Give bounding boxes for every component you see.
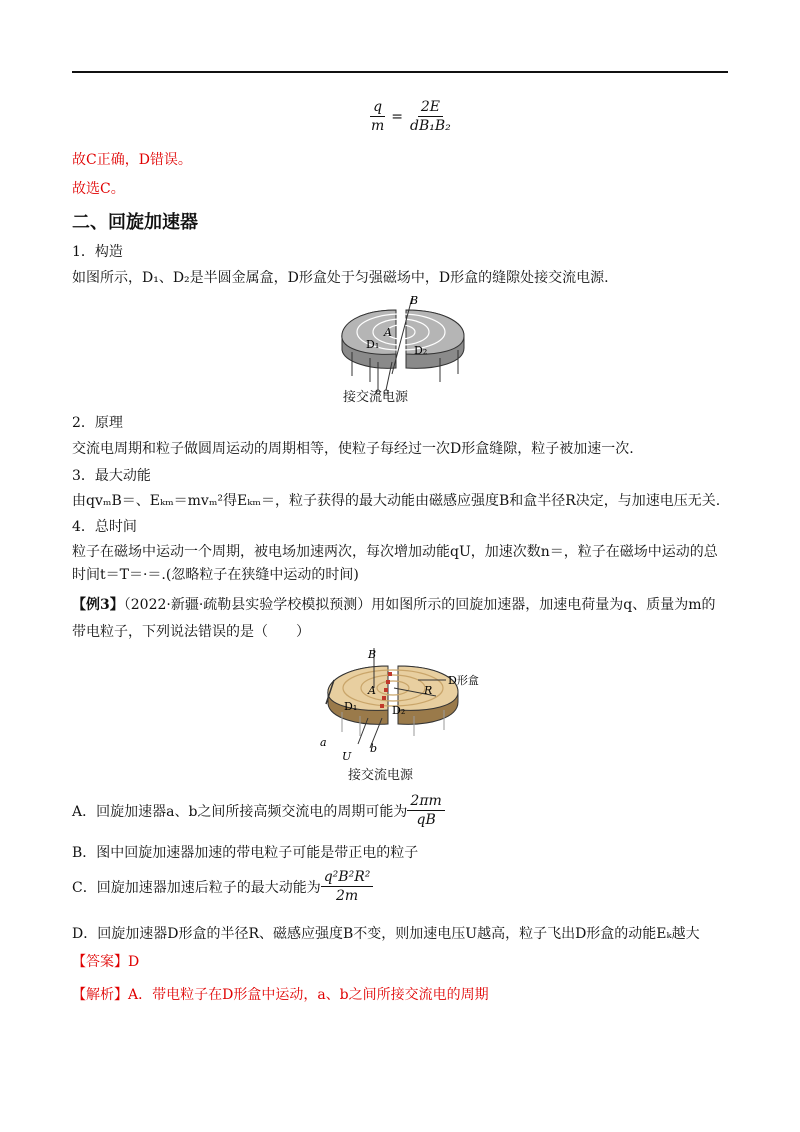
option-a-fraction xyxy=(407,792,444,829)
example-tag: 【例3】 xyxy=(72,597,124,613)
label-r: R xyxy=(424,684,433,697)
option-c-fraction xyxy=(321,868,374,905)
option-b: B．图中回旋加速器加速的带电粒子可能是带正电的粒子 xyxy=(72,845,419,861)
label-terminal-b: b xyxy=(370,742,378,755)
example-source: （2022·新疆·疏勒县实验学校模拟预测）用如图所示的回旋加速器，加速电荷量为q、质量为m的 xyxy=(123,597,716,613)
conclusion-line-2: 故选C。 xyxy=(72,181,125,197)
option-a-text: A．回旋加速器a、b之间所接高频交流电的周期可能为 xyxy=(72,803,408,820)
option-a xyxy=(72,792,445,829)
figure-1-caption: 接交流电源 xyxy=(343,390,409,405)
top-equation xyxy=(368,98,454,135)
label-a: A xyxy=(384,326,392,339)
option-c-denominator: 2m xyxy=(335,888,359,904)
label-a: A xyxy=(368,684,376,697)
section-heading: 二、回旋加速器 xyxy=(72,212,198,233)
subsection-2-title: 2．原理 xyxy=(72,415,123,431)
equation-lhs-numerator: q xyxy=(370,98,385,117)
option-c-numerator: q²B²R² xyxy=(321,868,374,887)
subsection-1-text: 如图所示，D₁、D₂是半圆金属盒，D形盒处于匀强磁场中，D形盒的缝隙处接交流电源. xyxy=(72,270,609,286)
label-b: B xyxy=(368,648,377,661)
equation-equals: = xyxy=(391,108,404,125)
option-d: D．回旋加速器D形盒的半径R、磁感应强度B不变，则加速电压U越高，粒子飞出D形盒的动能Eₖ越大 xyxy=(72,926,700,942)
d-box-right xyxy=(406,310,464,368)
subsection-4-text-2: 时间t＝T＝·＝.(忽略粒子在狭缝中运动的时间) xyxy=(72,567,359,583)
label-d-box: D形盒 xyxy=(448,674,479,687)
label-b: B xyxy=(410,294,419,307)
subsection-3-text: 由qvₘB＝、Eₖₘ＝mvₘ²得Eₖₘ＝，粒子获得的最大动能由磁感应强度B和盒半径R决定，与加速电压无关. xyxy=(72,493,721,509)
header-rule xyxy=(72,71,728,73)
subsection-2-text: 交流电周期和粒子做圆周运动的周期相等，使粒子每经过一次D形盒缝隙，粒子被加速一次. xyxy=(72,441,634,457)
equation-rhs-numerator: 2E xyxy=(418,98,443,117)
option-c-text: C．回旋加速器加速后粒子的最大动能为 xyxy=(72,879,321,896)
cyclotron-figure-2 xyxy=(318,648,488,766)
subsection-4-title: 4．总时间 xyxy=(72,519,137,535)
analysis: 【解析】A．带电粒子在D形盒中运动，a、b之间所接交流电的周期 xyxy=(72,987,489,1003)
label-d2: D₂ xyxy=(414,344,428,357)
equation-rhs-denominator: dB₁B₂ xyxy=(410,118,451,134)
option-a-denominator: qB xyxy=(416,812,436,828)
equation-rhs-fraction xyxy=(407,98,454,135)
option-c xyxy=(72,868,373,905)
example-line-2: 带电粒子，下列说法错误的是（ ） xyxy=(72,624,310,640)
answer: 【答案】D xyxy=(72,954,140,970)
subsection-4-text-1: 粒子在磁场中运动一个周期，被电场加速两次，每次增加动能qU，加速次数n＝，粒子在磁场中运动的总 xyxy=(72,544,718,560)
label-d1: D₁ xyxy=(344,700,358,713)
figure-2-caption: 接交流电源 xyxy=(348,768,414,783)
label-d1: D₁ xyxy=(366,338,380,351)
label-d2: D₂ xyxy=(392,704,406,717)
equation-lhs-fraction xyxy=(368,98,387,135)
subsection-1-title: 1．构造 xyxy=(72,244,123,260)
label-u: U xyxy=(342,750,352,763)
option-a-numerator: 2πm xyxy=(407,792,444,811)
subsection-3-title: 3．最大动能 xyxy=(72,468,151,484)
label-terminal-a: a xyxy=(320,736,327,749)
conclusion-line-1: 故C正确，D错误。 xyxy=(72,152,192,168)
equation-lhs-denominator: m xyxy=(371,118,385,134)
example-line-1 xyxy=(72,595,716,615)
